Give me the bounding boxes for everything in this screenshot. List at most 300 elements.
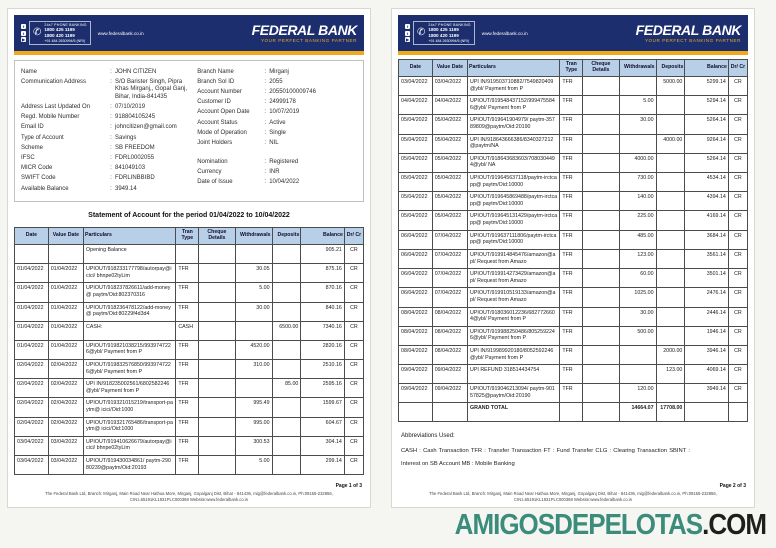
cell-particulars: UPI IN/918235002561/6802582246@ybl/ Payment from P — [84, 379, 176, 398]
cell-drcr: CR — [728, 249, 747, 268]
cell-deposits — [272, 456, 301, 475]
cell-date: 01/04/2022 — [15, 321, 49, 340]
field-value: 3949.14 — [115, 185, 137, 192]
cell-cheque — [199, 417, 235, 436]
field-label: MICR Code — [21, 165, 53, 172]
cell-value_date: 03/04/2022 — [432, 76, 467, 95]
cell-deposits: 17708.00 — [656, 403, 685, 422]
cell-tran_type: TFR — [176, 264, 199, 283]
field-colon: : — [264, 68, 267, 75]
field-label: Customer ID — [197, 99, 231, 106]
field-colon: : — [110, 134, 112, 141]
cell-particulars: GRAND TOTAL — [468, 403, 560, 422]
cell-drcr: CR — [728, 326, 747, 345]
field-colon: : — [110, 124, 112, 131]
cell-cheque — [583, 326, 619, 345]
cell-cheque — [583, 288, 619, 307]
info-field — [21, 124, 187, 132]
transaction-row — [15, 398, 364, 417]
cell-drcr: CR — [728, 384, 747, 403]
field-colon: : — [264, 109, 267, 116]
bank-tagline: YOUR PERFECT BANKING PARTNER — [644, 38, 741, 44]
transaction-row — [15, 417, 364, 436]
bank-website: www.federalbank.co.in — [97, 30, 144, 36]
cell-date: 03/04/2022 — [399, 76, 433, 95]
transaction-row — [399, 211, 748, 230]
cell-particulars: UPIOUT/919988250486/8052592246@ybl/ Payment from P — [468, 326, 560, 345]
cell-balance: 2476.14 — [685, 288, 728, 307]
cell-value_date: 07/04/2022 — [432, 269, 467, 288]
cell-balance — [685, 403, 728, 422]
transaction-row — [15, 360, 364, 379]
cell-deposits — [272, 360, 301, 379]
facebook-icon: f — [406, 24, 409, 29]
transactions-table-page1 — [14, 227, 364, 475]
cell-tran_type: TFR — [176, 340, 199, 359]
cell-tran_type — [560, 403, 583, 422]
cell-particulars: UPIOUT/919641904979/ paytm-35789809@paytm/Oid:20190 — [468, 115, 560, 134]
field-label: Date of Issue — [197, 178, 233, 185]
transaction-row — [399, 134, 748, 153]
cell-cheque — [199, 456, 235, 475]
column-header-drcr: Dr/ Cr — [728, 60, 747, 77]
cell-balance: 4169.14 — [685, 211, 728, 230]
cell-deposits: 123.00 — [656, 365, 685, 384]
cell-deposits — [656, 192, 685, 211]
cell-deposits: 2000.00 — [656, 346, 685, 365]
cell-drcr: CR — [728, 153, 747, 172]
cell-particulars: UPIOUT/919548437152/9994755846@ybl/ Payment from P — [468, 96, 560, 115]
cell-balance: 4534.14 — [685, 173, 728, 192]
transaction-row — [15, 245, 364, 264]
field-label: Address Last Updated On — [21, 104, 91, 111]
field-value: Single — [269, 129, 286, 136]
cell-drcr: CR — [728, 269, 747, 288]
field-value: 918804105245 — [115, 114, 156, 121]
info-field — [21, 145, 187, 153]
cell-value_date: 01/04/2022 — [48, 321, 83, 340]
cell-withdrawals: 30.00 — [619, 307, 656, 326]
transaction-row — [399, 326, 748, 345]
cell-drcr: CR — [344, 360, 363, 379]
cell-tran_type: TFR — [560, 153, 583, 172]
cell-drcr: CR — [728, 192, 747, 211]
cell-date: 08/04/2022 — [399, 346, 433, 365]
cell-value_date: 02/04/2022 — [48, 379, 83, 398]
cell-date: 01/04/2022 — [15, 283, 49, 302]
cell-particulars: UPI IN/918643666386/8340327212@paytm/NA — [468, 134, 560, 153]
cell-balance: 840.16 — [301, 302, 344, 321]
cell-cheque — [583, 96, 619, 115]
social-icons — [405, 24, 410, 42]
statement-page-2 — [391, 8, 755, 508]
cell-withdrawals: 5.00 — [235, 456, 272, 475]
field-label: Nomination — [197, 158, 228, 165]
cell-particulars: UPIOUT/918233177798/autorpay@icici/ bhnpe02tyLim — [84, 264, 176, 283]
cell-particulars: UPIOUT/919321765486/transport-paytm@ icici/Oid:1000 — [84, 417, 176, 436]
info-field — [21, 114, 187, 122]
info-field — [197, 69, 357, 77]
transaction-row — [399, 115, 748, 134]
field-label: Account Open Date — [197, 109, 250, 116]
cell-particulars: UPIOUT/919645637118/paytm-irctcapp@ paytm/Oid:10000 — [468, 173, 560, 192]
cell-value_date: 01/04/2022 — [48, 302, 83, 321]
cell-deposits — [656, 211, 685, 230]
cell-withdrawals: 730.00 — [619, 173, 656, 192]
cell-deposits — [272, 417, 301, 436]
info-field — [21, 186, 187, 194]
cell-cheque — [199, 340, 235, 359]
info-field — [21, 69, 187, 77]
field-label: Account Status — [197, 119, 238, 126]
cell-withdrawals — [619, 346, 656, 365]
transaction-row — [399, 230, 748, 249]
cell-value_date: 03/04/2022 — [48, 456, 83, 475]
cell-drcr: CR — [728, 211, 747, 230]
info-field — [197, 109, 357, 117]
bank-name: FEDERAL BANK — [251, 21, 357, 38]
cell-balance: 304.14 — [301, 436, 344, 455]
cell-balance: 3684.14 — [685, 230, 728, 249]
cell-date — [15, 245, 49, 264]
twitter-icon: t — [22, 30, 25, 36]
field-value: S/O Barister Singh, Pipra Khas Mirganj,, Gopal Ganj, Bihar, India-841435 — [115, 78, 188, 100]
cell-deposits: 4000.00 — [656, 134, 685, 153]
cell-value_date: 05/04/2022 — [432, 153, 467, 172]
cell-balance: 604.67 — [301, 417, 344, 436]
phone-number-1: 1800 425 1199 — [44, 27, 75, 33]
field-colon: : — [110, 144, 112, 151]
cell-drcr: CR — [344, 417, 363, 436]
cell-tran_type: TFR — [176, 360, 199, 379]
cell-date: 06/04/2022 — [399, 288, 433, 307]
cell-tran_type: TFR — [560, 288, 583, 307]
field-value: 841049103 — [115, 165, 146, 172]
youtube-icon: ▶ — [405, 37, 410, 42]
transaction-row — [15, 340, 364, 359]
cell-withdrawals — [235, 245, 272, 264]
cell-deposits: 5000.00 — [656, 76, 685, 95]
cell-particulars: UPI IN/919989920180/8052592246@ybl/ Payment from P — [468, 346, 560, 365]
cell-drcr: CR — [728, 230, 747, 249]
cell-balance: 1599.67 — [301, 398, 344, 417]
phone-banking-label: 24x7 PHONE BANKING — [44, 23, 87, 28]
field-colon: : — [264, 178, 267, 185]
cell-value_date: 05/04/2022 — [432, 211, 467, 230]
cell-value_date: 09/04/2022 — [432, 384, 467, 403]
cell-value_date — [48, 245, 83, 264]
cell-particulars: UPIOUT/918643683603/7080304494@ybl/ NA — [468, 153, 560, 172]
field-label: Scheme — [21, 144, 44, 151]
column-header-balance: Balance — [301, 228, 344, 245]
cell-cheque — [199, 264, 235, 283]
cell-deposits: 6500.00 — [272, 321, 301, 340]
cell-tran_type: TFR — [176, 456, 199, 475]
cell-withdrawals: 485.00 — [619, 230, 656, 249]
bank-logo — [636, 23, 741, 44]
column-header-value_date: Value Date — [432, 60, 467, 77]
cell-value_date: 07/04/2022 — [432, 288, 467, 307]
transaction-row — [15, 264, 364, 283]
cell-deposits — [656, 384, 685, 403]
transaction-row — [15, 456, 364, 475]
cell-tran_type: TFR — [560, 134, 583, 153]
cell-date: 05/04/2022 — [399, 134, 433, 153]
cell-date: 05/04/2022 — [399, 211, 433, 230]
cell-drcr: CR — [728, 173, 747, 192]
info-field — [21, 104, 187, 112]
watermark-suffix-text: .COM — [702, 507, 766, 541]
cell-date: 05/04/2022 — [399, 153, 433, 172]
transaction-row — [399, 96, 748, 115]
field-value: Active — [269, 119, 286, 126]
cell-tran_type: TFR — [560, 173, 583, 192]
phone-number-1: 1800 425 1199 — [428, 27, 459, 33]
cell-cheque — [583, 134, 619, 153]
field-label: Regd. Mobile Number — [21, 114, 80, 121]
abbreviations-title: Abbreviations Used: — [401, 433, 455, 440]
field-colon: : — [110, 175, 112, 182]
column-header-cheque: Cheque Details — [199, 228, 235, 245]
phone-number-2: 1800 420 1199 — [428, 32, 459, 38]
transaction-row — [15, 283, 364, 302]
cell-date: 01/04/2022 — [15, 264, 49, 283]
cell-deposits — [656, 173, 685, 192]
column-header-tran_type: Tran Type — [176, 228, 199, 245]
cell-drcr: CR — [344, 245, 363, 264]
cell-date: 03/04/2022 — [15, 436, 49, 455]
cell-deposits — [656, 288, 685, 307]
cell-cheque — [583, 173, 619, 192]
cell-date: 02/04/2022 — [15, 360, 49, 379]
transaction-row — [399, 288, 748, 307]
cell-value_date: 08/04/2022 — [432, 346, 467, 365]
cell-cheque — [199, 360, 235, 379]
cell-particulars: CASH: — [84, 321, 176, 340]
cell-balance: 3949.14 — [685, 384, 728, 403]
transaction-row — [399, 192, 748, 211]
info-field — [21, 135, 187, 143]
cell-particulars: UPIOUT/919637111806/paytm-irctcapp@ paytm/Oid:10000 — [468, 230, 560, 249]
watermark — [455, 507, 766, 542]
phone-banking-box — [29, 21, 91, 45]
cell-tran_type: TFR — [560, 365, 583, 384]
cell-drcr: CR — [728, 307, 747, 326]
cell-balance: 875.16 — [301, 264, 344, 283]
field-colon: : — [264, 99, 267, 106]
phone-icon: ✆ — [417, 27, 426, 38]
info-field — [197, 89, 357, 97]
info-field — [197, 130, 357, 138]
cell-deposits — [272, 245, 301, 264]
cell-withdrawals: 300.53 — [235, 436, 272, 455]
cell-value_date — [432, 403, 467, 422]
cell-particulars: UPIOUT/918036012236/6827726604@ybl/ Payment from P — [468, 307, 560, 326]
cell-balance: 5294.14 — [685, 96, 728, 115]
cell-balance: 870.16 — [301, 283, 344, 302]
field-label: Type of Account — [21, 134, 64, 141]
page1-footer — [16, 483, 362, 503]
cell-deposits — [656, 249, 685, 268]
cell-cheque — [583, 365, 619, 384]
transaction-row — [399, 249, 748, 268]
cell-cheque — [583, 211, 619, 230]
cell-value_date: 08/04/2022 — [432, 307, 467, 326]
field-label: Available Balance — [21, 185, 69, 192]
cell-withdrawals: 995.00 — [235, 417, 272, 436]
bank-name: FEDERAL BANK — [635, 21, 741, 38]
field-value: 2055 — [269, 78, 283, 85]
cell-value_date: 08/04/2022 — [432, 326, 467, 345]
cell-withdrawals: 310.00 — [235, 360, 272, 379]
cell-value_date: 04/04/2022 — [432, 96, 467, 115]
cell-tran_type: TFR — [176, 436, 199, 455]
cell-particulars: UPIOUT/919046213094/ paytm-90157825@paytm/Oid:20190 — [468, 384, 560, 403]
cell-drcr: CR — [344, 302, 363, 321]
column-header-particulars: Particulars — [468, 60, 560, 77]
transaction-row — [15, 436, 364, 455]
cell-particulars: UPIOUT/919910519133/amazon@apl/ Request from Amazo — [468, 288, 560, 307]
column-header-deposits: Deposits — [272, 228, 301, 245]
phone-number-nri: +91 484 2630994/5 (NRI) — [428, 38, 470, 43]
transaction-row — [399, 384, 748, 403]
cell-cheque — [583, 307, 619, 326]
field-label: Branch Name — [197, 68, 234, 75]
cell-deposits — [656, 115, 685, 134]
cell-drcr: CR — [344, 456, 363, 475]
cell-withdrawals: 120.00 — [619, 384, 656, 403]
grand-total-row — [399, 403, 748, 422]
footer-address-line2: CIN:L65191KL1931PLC000368 Website:www.federalbank.co.in — [129, 496, 249, 502]
cell-balance: 4394.14 — [685, 192, 728, 211]
cell-withdrawals: 60.00 — [619, 269, 656, 288]
twitter-icon: t — [406, 30, 409, 36]
footer-address-line1: The Federal Bank Ltd, Branch: Mirganj, Main Road Near Hathua More, Mirganj, Gopalganj Dist, Bihar - 841436, mig@federalbank.co.in, Ph:09155-232856, — [45, 490, 333, 496]
cell-tran_type: CASH — [176, 321, 199, 340]
cell-particulars: UPIOUT/919832576850/9939747226@ybl/ Payment from P — [84, 360, 176, 379]
cell-deposits — [272, 302, 301, 321]
cell-particulars: Opening Balance — [84, 245, 176, 264]
cell-withdrawals — [619, 365, 656, 384]
cell-deposits — [656, 269, 685, 288]
cell-withdrawals — [619, 134, 656, 153]
cell-tran_type: TFR — [560, 346, 583, 365]
cell-particulars: UPIOUT/918236478122/add-money@ paytm/Oid:80229f4d3d4 — [84, 302, 176, 321]
cell-value_date: 02/04/2022 — [48, 417, 83, 436]
cell-withdrawals: 1025.00 — [619, 288, 656, 307]
cell-value_date: 09/04/2022 — [432, 365, 467, 384]
cell-withdrawals: 500.00 — [619, 326, 656, 345]
header-contact-block — [405, 21, 528, 45]
info-field — [197, 159, 357, 167]
field-value: JOHN CITIZEN — [115, 68, 157, 75]
cell-withdrawals: 225.00 — [619, 211, 656, 230]
cell-tran_type: TFR — [560, 76, 583, 95]
column-header-drcr: Dr/ Cr — [344, 228, 363, 245]
cell-balance: 4069.14 — [685, 365, 728, 384]
phone-number-2: 1800 420 1199 — [44, 32, 75, 38]
cell-balance: 5264.14 — [685, 153, 728, 172]
cell-date: 02/04/2022 — [15, 417, 49, 436]
cell-tran_type: TFR — [176, 302, 199, 321]
cell-value_date: 03/04/2022 — [48, 436, 83, 455]
field-colon: : — [264, 119, 267, 126]
field-value: FDRL0002055 — [115, 155, 155, 161]
column-header-date: Date — [15, 228, 49, 245]
cell-cheque — [199, 302, 235, 321]
field-colon: : — [110, 78, 112, 85]
field-label: Branch Sol ID — [197, 78, 235, 85]
cell-date — [399, 403, 433, 422]
cell-drcr: CR — [344, 283, 363, 302]
cell-tran_type: TFR — [560, 211, 583, 230]
cell-drcr: CR — [344, 340, 363, 359]
cell-date: 06/04/2022 — [399, 230, 433, 249]
info-field — [21, 79, 187, 102]
cell-value_date: 07/04/2022 — [432, 249, 467, 268]
info-field — [21, 155, 187, 163]
column-header-withdrawals: Withdrawals — [235, 228, 272, 245]
column-header-withdrawals: Withdrawals — [619, 60, 656, 77]
cell-deposits — [272, 398, 301, 417]
cell-cheque — [583, 346, 619, 365]
cell-withdrawals: 140.00 — [619, 192, 656, 211]
cell-drcr: CR — [344, 398, 363, 417]
cell-balance: 3561.14 — [685, 249, 728, 268]
transaction-row — [399, 173, 748, 192]
cell-deposits — [656, 230, 685, 249]
cell-balance: 3946.14 — [685, 346, 728, 365]
bank-tagline: YOUR PERFECT BANKING PARTNER — [260, 38, 357, 44]
cell-value_date: 02/04/2022 — [48, 398, 83, 417]
cell-cheque — [583, 153, 619, 172]
cell-cheque — [199, 283, 235, 302]
info-field — [197, 179, 357, 187]
phone-number-nri: +91 484 2630994/5 (NRI) — [44, 38, 86, 43]
cell-balance: 9264.14 — [685, 134, 728, 153]
cell-cheque — [199, 379, 235, 398]
cell-drcr: CR — [344, 264, 363, 283]
info-field — [197, 79, 357, 87]
cell-tran_type — [176, 245, 199, 264]
field-colon: : — [264, 168, 267, 175]
transaction-row — [15, 302, 364, 321]
cell-date: 09/04/2022 — [399, 365, 433, 384]
cell-date: 02/04/2022 — [15, 398, 49, 417]
cell-cheque — [583, 76, 619, 95]
cell-withdrawals: 14664.07 — [619, 403, 656, 422]
cell-cheque — [199, 321, 235, 340]
phone-icon: ✆ — [33, 27, 42, 38]
cell-balance: 3501.14 — [685, 269, 728, 288]
field-colon: : — [110, 155, 112, 161]
phone-banking-box — [413, 21, 475, 45]
abbreviations-section — [401, 433, 745, 470]
statement-page-1 — [7, 8, 371, 508]
field-value: Registered — [269, 158, 299, 165]
cell-drcr: CR — [728, 115, 747, 134]
cell-particulars: UPI REFUND 318514434754 — [468, 365, 560, 384]
cell-date: 05/04/2022 — [399, 173, 433, 192]
info-field — [197, 140, 357, 148]
cell-withdrawals — [619, 76, 656, 95]
column-header-value_date: Value Date — [48, 228, 83, 245]
field-label: Currency — [197, 168, 222, 175]
bank-header — [14, 15, 364, 51]
info-field — [21, 175, 187, 183]
cell-tran_type: TFR — [560, 96, 583, 115]
transaction-row — [399, 153, 748, 172]
